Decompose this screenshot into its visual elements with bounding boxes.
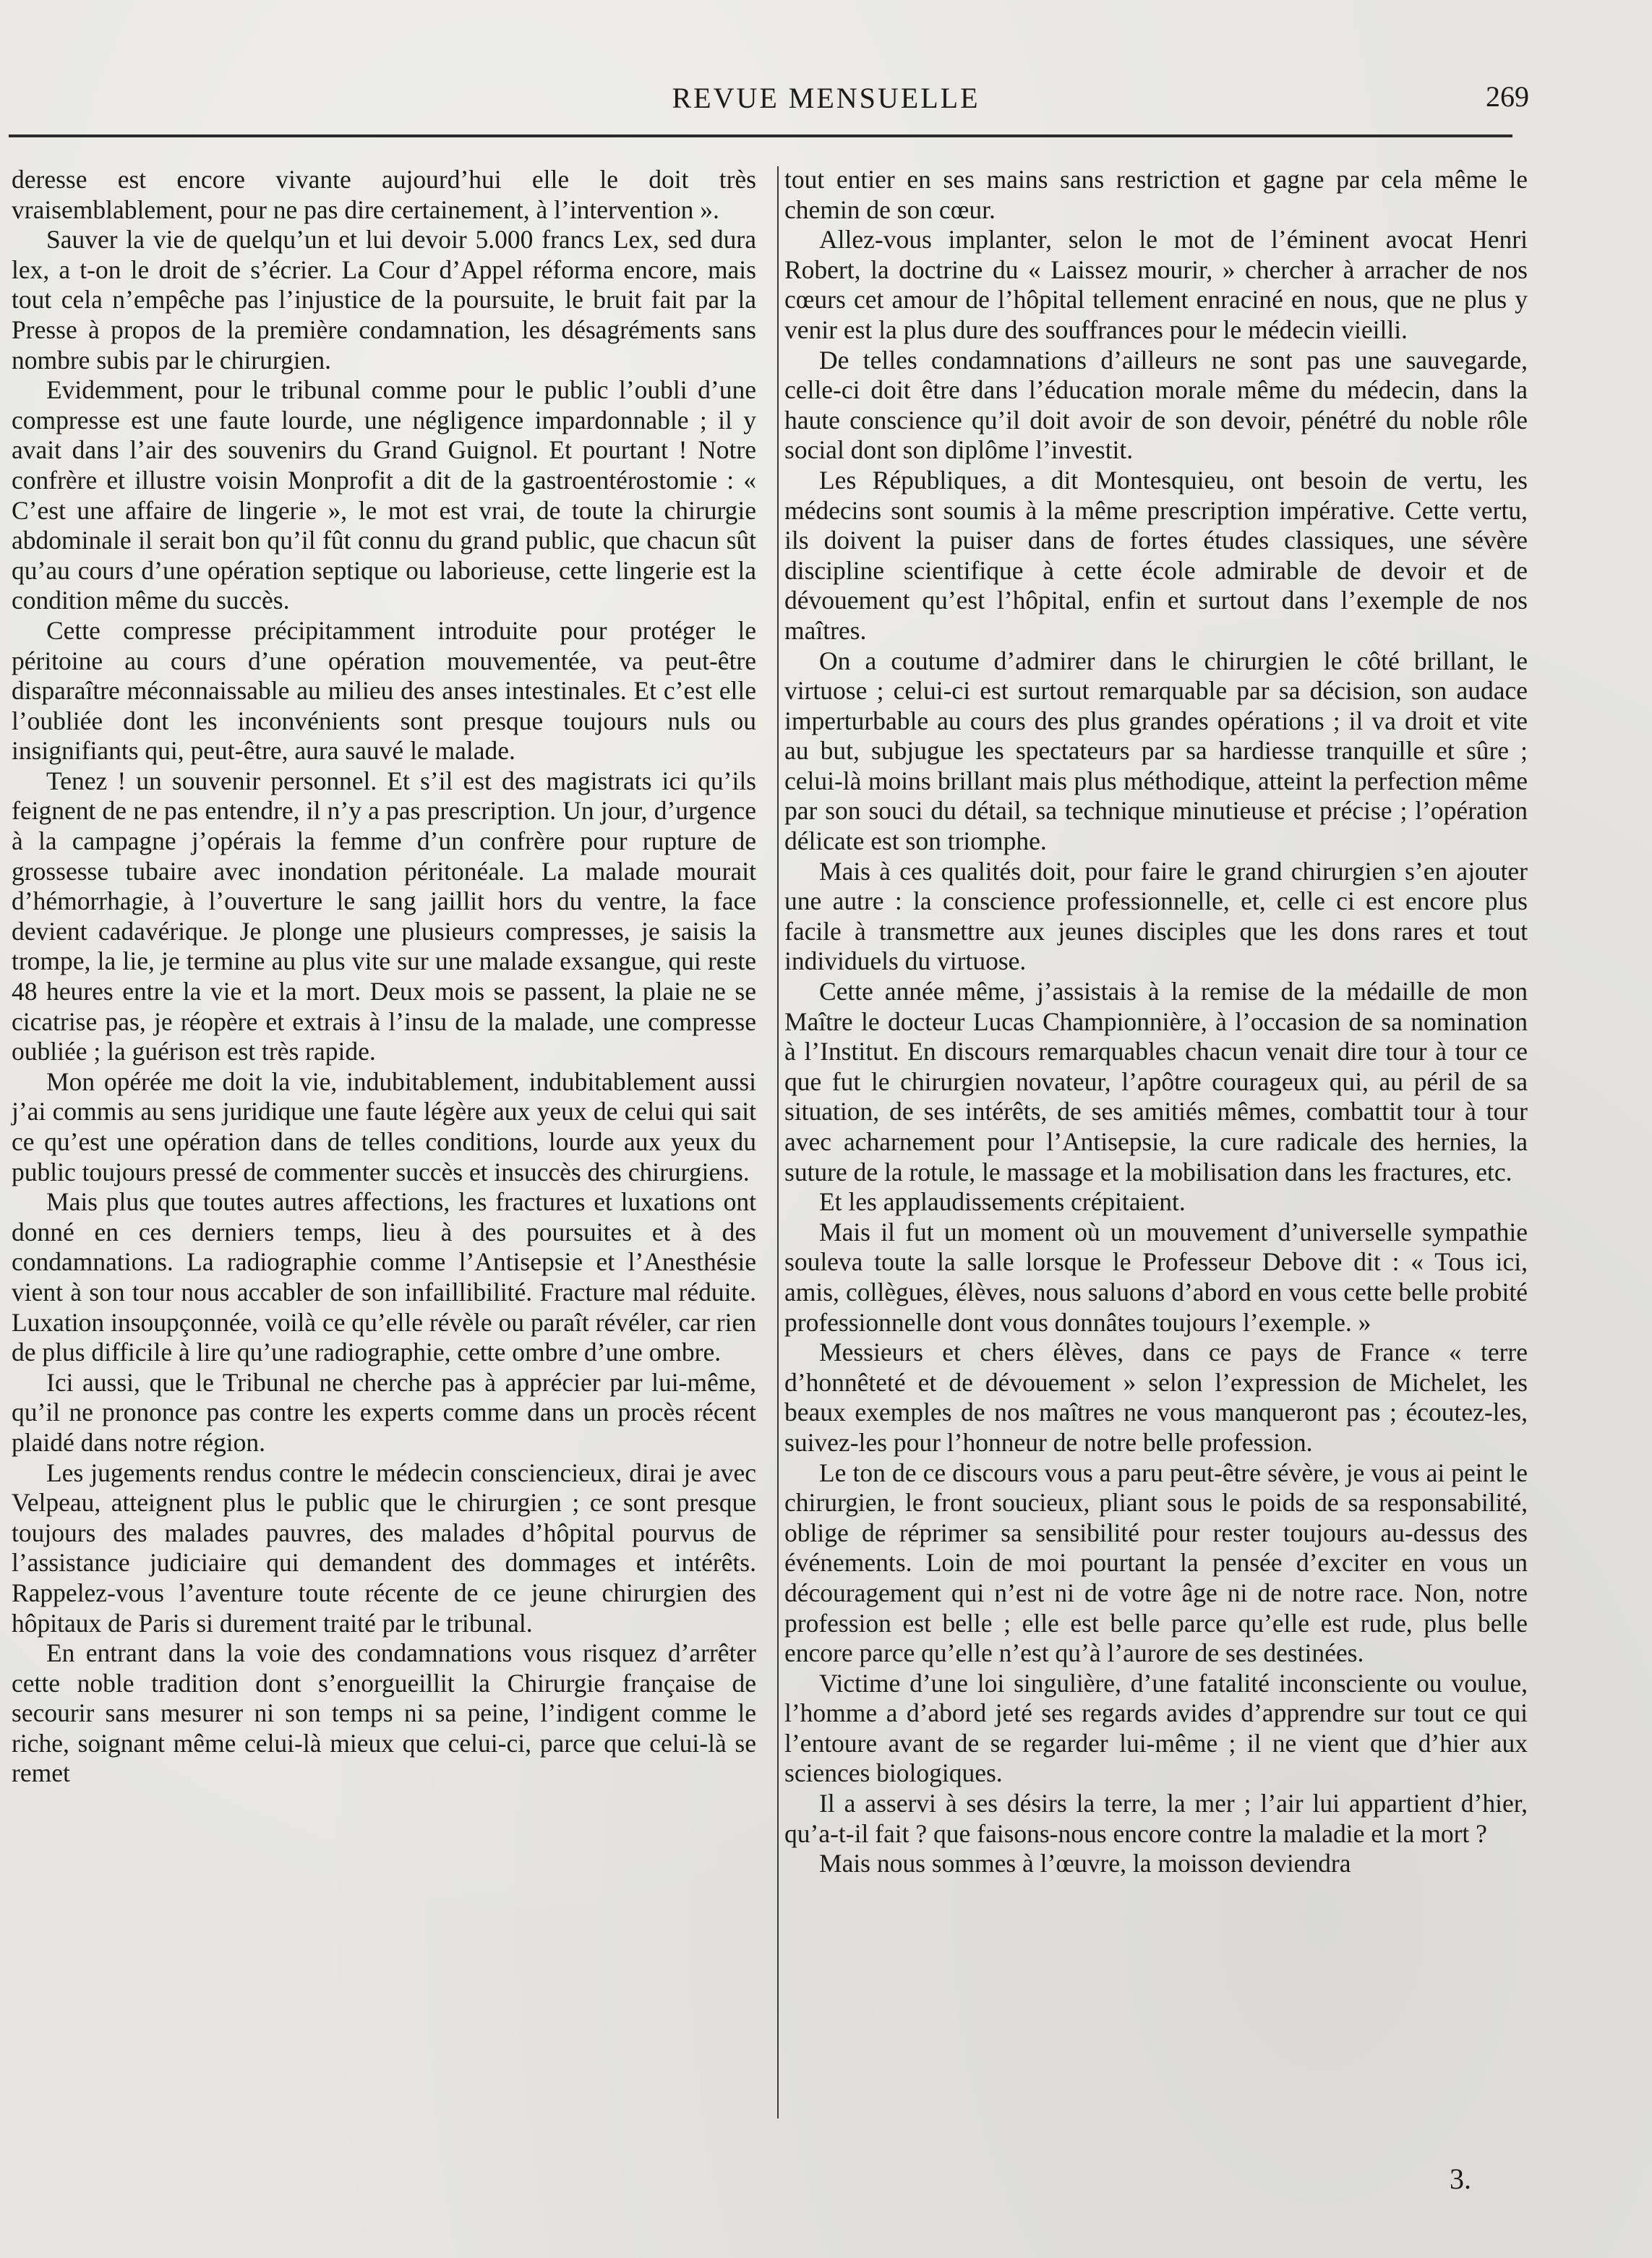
paragraph: De telles condamnations d’ailleurs ne sont pas une sauvegarde, celle-ci doit être dans l’éducation morale même du médecin, dans la haute conscience qu’il doit avoir de son devoir, pénétré du noble rôle social dont son diplôme l’investit. [784, 345, 1528, 465]
header-rule [9, 134, 1512, 137]
paragraph: Les jugements rendus contre le médecin consciencieux, dirai je avec Velpeau, atteignent plus le public que le chirurgien ; ce sont presque toujours des malades pauvres, des malades d’hôpital pourvus de l’assistance judiciaire qui demandent des dommages et intérêts. Rappelez-vous l’aventure toute récente de ce jeune chirurgien des hôpitaux de Paris si durement traité par le tribunal. [12, 1458, 756, 1638]
paragraph: En entrant dans la voie des condamnations vous risquez d’arrêter cette noble tradition dont s’enorgueillit la Chirurgie française de secourir sans mesurer ni son temps ni sa peine, l’indigent comme le riche, soignant même celui-là mieux que celui-ci, parce que celui-là se remet [12, 1638, 756, 1788]
paragraph: Mon opérée me doit la vie, indubitablement, indubitablement aussi j’ai commis au sens juridique une faute légère aux yeux de celui qui sait ce qu’est une opération dans de telles conditions, lourde aux yeux du public toujours pressé de commenter succès et insuccès des chirurgiens. [12, 1066, 756, 1186]
paragraph: tout entier en ses mains sans restriction et gagne par cela même le chemin de son cœur. [784, 165, 1528, 224]
paragraph: Ici aussi, que le Tribunal ne cherche pas à apprécier par lui-même, qu’il ne prononce pas contre les experts comme dans un procès récent plaidé dans notre région. [12, 1367, 756, 1457]
paragraph: Il a asservi à ses désirs la terre, la mer ; l’air lui appartient d’hier, qu’a-t-il fait ? que faisons-nous encore contre la maladie et la mort ? [784, 1789, 1528, 1848]
paragraph: Evidemment, pour le tribunal comme pour le public l’oubli d’une compresse est une faute lourde, une négligence impardonnable ; il y avait dans l’air des souvenirs du Grand Guignol. Et pourtant ! Notre confrère et illustre voisin Monprofit a dit de la gastroentérostomie : « C’est une affaire de lingerie », le mot est vrai, de toute la chirurgie abdominale il serait bon qu’il fût connu du grand public, que chacun sût qu’au cours d’une opération septique ou laborieuse, cette lingerie est la condition même du succès. [12, 375, 756, 615]
paragraph: Le ton de ce discours vous a paru peut-être sévère, je vous ai peint le chirurgien, le front soucieux, pliant sous le poids de sa responsabilité, oblige de réprimer sa sensibilité pour rester toujours au-dessus des événements. Loin de moi pourtant la pensée d’exciter en vous un découragement qui n’est ni de votre âge ni de notre race. Non, notre profession est belle ; elle est belle parce qu’elle est rude, plus belle encore parce qu’elle n’est qu’à l’aurore de ses destinées. [784, 1458, 1528, 1668]
paragraph: Victime d’une loi singulière, d’une fatalité inconsciente ou voulue, l’homme a d’abord jeté ses regards avides d’apprendre sur tout ce qui l’entoure avant de se regarder lui-même ; il ne vient que d’hier aux sciences biologiques. [784, 1668, 1528, 1788]
paragraph: Mais il fut un moment où un mouvement d’universelle sympathie souleva toute la salle lorsque le Professeur Debove dit : « Tous ici, amis, collègues, élèves, nous saluons d’abord en vous cette belle probité professionnelle dont vous donnâtes toujours l’exemple. » [784, 1217, 1528, 1337]
paragraph: Allez-vous implanter, selon le mot de l’éminent avocat Henri Robert, la doctrine du « Laissez mourir, » chercher à arracher de nos cœurs cet amour de l’hôpital tellement enraciné en nous, que ne plus y venir est la plus dure des souffrances pour le médecin vieilli. [784, 225, 1528, 344]
paragraph: Mais nous sommes à l’œuvre, la moisson deviendra [819, 1849, 1351, 1878]
paragraph: Sauver la vie de quelqu’un et lui devoir 5.000 francs Lex, sed dura lex, a t-on le droit de s’écrier. La Cour d’Appel réforma encore, mais tout cela n’empêche pas l’injustice de la poursuite, le bruit fait par la Presse à propos de la première condamnation, les désagréments sans nombre subis par le chirurgien. [12, 225, 756, 375]
column-divider [777, 166, 779, 2118]
paragraph: Et les applaudissements crépitaient. [819, 1187, 1186, 1217]
paragraph: Mais plus que toutes autres affections, les fractures et luxations ont donné en ces derniers temps, lieu à des poursuites et à des condamnations. La radiographie comme l’Antisepsie et l’Anesthésie vient à son tour nous accabler de son infaillibilité. Fracture mal réduite. Luxation insoupçonnée, voilà ce qu’elle révèle ou paraît révéler, car rien de plus difficile à lire qu’une radiographie, cette ombre d’une ombre. [12, 1187, 756, 1367]
right-column [784, 165, 1528, 1879]
left-column [12, 165, 756, 1789]
running-header-title: REVUE MENSUELLE [672, 82, 980, 114]
signature-mark: 3. [1450, 2163, 1471, 2195]
paragraph: Les Républiques, a dit Montesquieu, ont besoin de vertu, les médecins sont soumis à la même prescription impérative. Cette vertu, ils doivent la puiser dans de fortes études classiques, une sévère discipline scientifique à cette école admirable de devoir et de dévouement qu’est l’hôpital, enfin et surtout dans l’exemple de nos maîtres. [784, 465, 1528, 645]
paragraph: deresse est encore vivante aujourd’hui elle le doit très vraisemblablement, pour ne pas dire certainement, à l’intervention ». [12, 165, 756, 224]
paragraph: Tenez ! un souvenir personnel. Et s’il est des magistrats ici qu’ils feignent de ne pas entendre, il n’y a pas prescription. Un jour, d’urgence à la campagne j’opérais la femme d’un confrère pour rupture de grossesse tubaire avec inondation péritonéale. La malade mourait d’hémorrhagie, à l’ouverture le sang jaillit hors du ventre, la face devient cadavérique. Je plonge une plusieurs compresses, je saisis la trompe, la lie, je termine au plus vite sur une malade exsangue, qui reste 48 heures entre la vie et la mort. Deux mois se passent, la plaie ne se cicatrise pas, je réopère et extrais à l’insu de la malade, une compresse oubliée ; la guérison est très rapide. [12, 766, 756, 1066]
page-number: 269 [1486, 80, 1529, 113]
paragraph: Messieurs et chers élèves, dans ce pays de France « terre d’honnêteté et de dévouement » selon l’expression de Michelet, les beaux exemples de nos maîtres ne vous manqueront pas ; écoutez-les, suivez-les pour l’honneur de notre belle profession. [784, 1338, 1528, 1457]
paragraph: On a coutume d’admirer dans le chirurgien le côté brillant, le virtuose ; celui-ci est surtout remarquable par sa décision, son audace imperturbable au cours des plus grandes opérations ; il va droit et vite au but, subjugue les spectateurs par sa hardiesse tranquille et sûre ; celui-là moins brillant mais plus méthodique, atteint la perfection même par son souci du détail, sa technique minutieuse et précise ; l’opération délicate est son triomphe. [784, 646, 1528, 856]
paragraph: Mais à ces qualités doit, pour faire le grand chirurgien s’en ajouter une autre : la conscience professionnelle, et, celle ci est encore plus facile à transmettre aux jeunes disciples que les dons rares et tout individuels du virtuose. [784, 856, 1528, 976]
paragraph: Cette année même, j’assistais à la remise de la médaille de mon Maître le docteur Lucas Championnière, à l’occasion de sa nomination à l’Institut. En discours remarquables chacun venait dire tour à tour ce que fut le chirurgien novateur, l’apôtre courageux qui, au péril de sa situation, de ses intérêts, de ses amitiés mêmes, combattit tour à tour avec acharnement pour l’Antisepsie, la cure radicale des hernies, la suture de la rotule, le massage et la mobilisation dans les fractures, etc. [784, 977, 1528, 1186]
paragraph: Cette compresse précipitamment introduite pour protéger le péritoine au cours d’une opération mouvementée, va peut-être disparaître méconnaissable au milieu des anses intestinales. Et c’est elle l’oubliée dont les inconvénients sont presque toujours nuls ou insignifiants qui, peut-être, aura sauvé le malade. [12, 615, 756, 766]
